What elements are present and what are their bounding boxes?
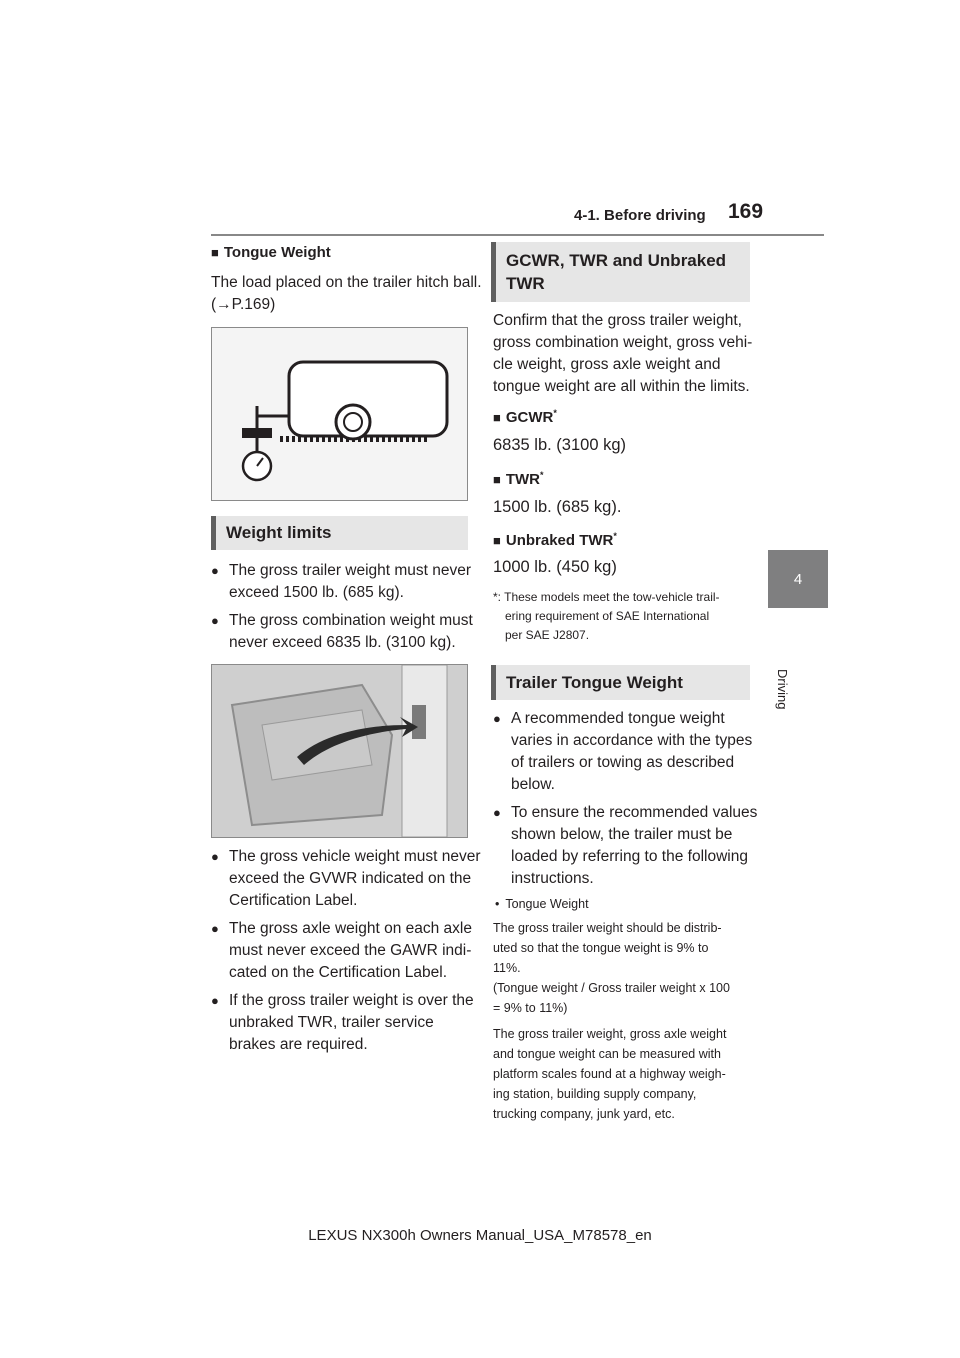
manual-footer: LEXUS NX300h Owners Manual_USA_M78578_en: [308, 1227, 652, 1244]
unbraked-twr-heading: ■ Unbraked TWR*: [493, 531, 617, 549]
chapter-number: 4: [793, 570, 803, 588]
tongue-weight-heading: ■ Tongue Weight: [211, 244, 331, 261]
tongue-weight-paragraph: The gross trailer weight should be distrib- uted so that the tongue weight is 9% to 11%. (Tongue weight / Gross trailer weight x 100 = 9% to 11%): [493, 921, 730, 1015]
list-item: ● To ensure the recommended values shown below, the trailer must be loaded by referring to the following instructions.: [493, 804, 758, 887]
gcwr-intro: Confirm that the gross trailer weight, gross combination weight, gross vehi- cle weight, gross axle weight and tongue weight are all within the limits.: [493, 312, 753, 395]
sub-bullet: • Tongue Weight: [495, 897, 589, 911]
list-item: ● A recommended tongue weight varies in accordance with the types of trailers or towing as described below.: [493, 710, 753, 793]
page-number: 169: [728, 200, 764, 223]
twr-value: 1500 lb. (685 kg).: [493, 498, 622, 516]
section-header: 4-1. Before driving: [574, 207, 706, 224]
unbraked-twr-value: 1000 lb. (450 kg): [493, 558, 617, 576]
footnote: *: These models meet the tow-vehicle trail- ering requirement of SAE International per SAE J2807.: [493, 590, 720, 642]
list-item: ● The gross trailer weight must never exceed 1500 lb. (685 kg).: [211, 562, 472, 601]
trailer-hitch-illustration: [211, 327, 468, 501]
header-rule: [211, 234, 824, 236]
twr-heading: ■ TWR*: [493, 470, 544, 488]
tongue-weight-ref: (→P.169): [211, 296, 276, 313]
chapter-tab: [768, 550, 828, 608]
gcwr-section-title: GCWR, TWR and Unbraked TWR: [491, 242, 750, 302]
tongue-weight-text: The load placed on the trailer hitch ball.: [211, 274, 482, 291]
chapter-label-wrap: [775, 615, 818, 710]
list-item: ● The gross combination weight must never exceed 6835 lb. (3100 kg).: [211, 612, 473, 651]
gcwr-heading: ■ GCWR*: [493, 408, 557, 426]
certification-label-photo: [211, 664, 468, 838]
list-item: ● If the gross trailer weight is over the unbraked TWR, trailer service brakes are required.: [211, 992, 474, 1053]
gcwr-value: 6835 lb. (3100 kg): [493, 436, 627, 454]
weight-limits-title: Weight limits: [211, 516, 468, 550]
door-pillar-icon: [212, 665, 467, 837]
trailer-scale-icon: [212, 328, 467, 500]
list-item: ● The gross axle weight on each axle must never exceed the GAWR indi- cated on the Certification Label.: [211, 920, 472, 981]
trailer-tongue-weight-title: Trailer Tongue Weight: [491, 665, 750, 700]
list-item: ● The gross vehicle weight must never exceed the GVWR indicated on the Certification Label.: [211, 848, 481, 909]
scales-paragraph: The gross trailer weight, gross axle weight and tongue weight can be measured with platform scales found at a highway weigh- ing station, building supply company, trucking company, junk yard, etc.: [493, 1027, 727, 1121]
chapter-label: Driving: [775, 669, 790, 710]
